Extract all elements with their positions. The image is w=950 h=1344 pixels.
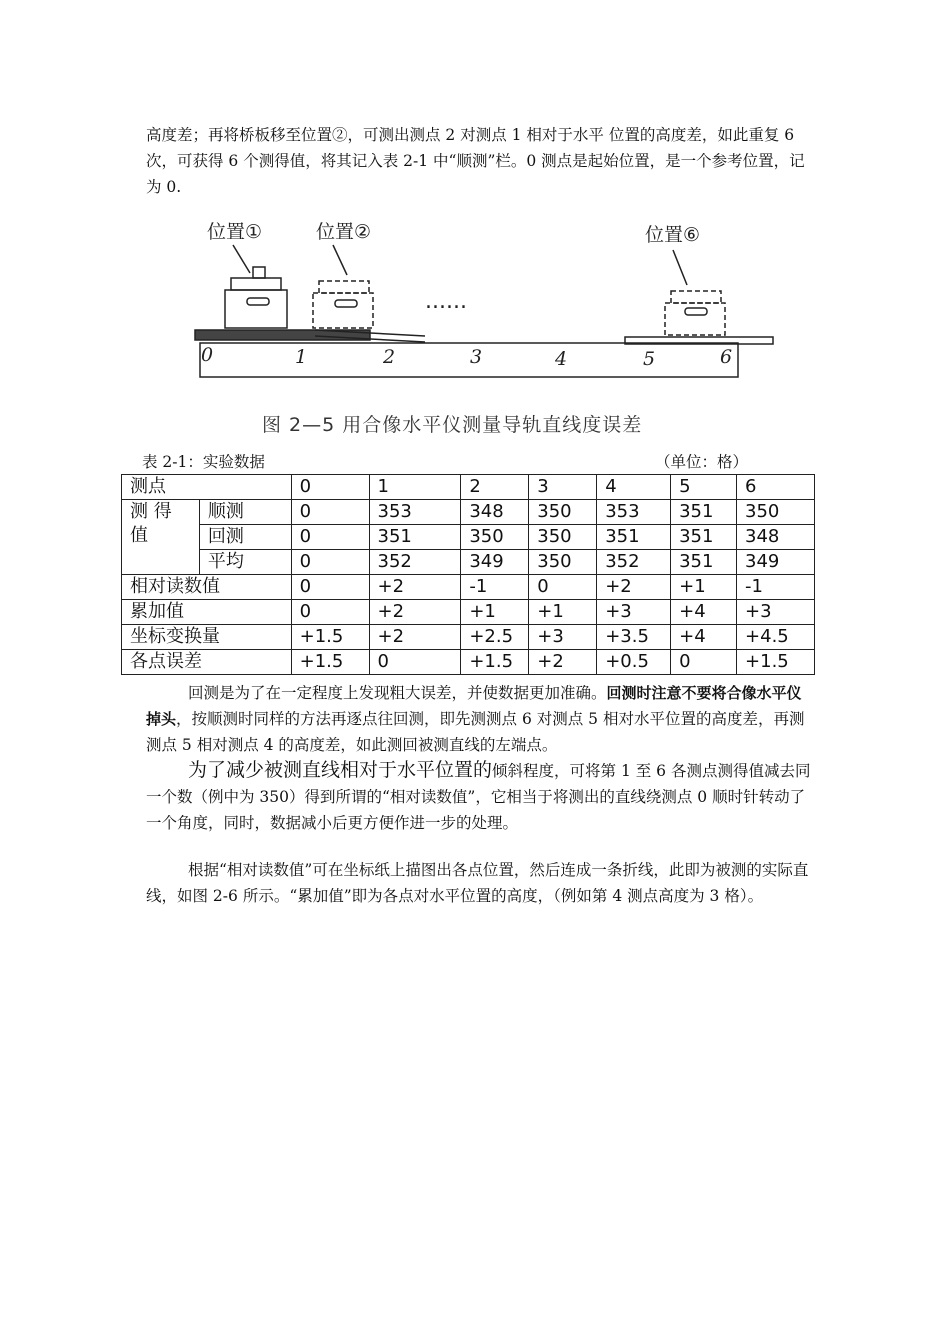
p2-bold-note: 回测时注意不要将合像水平仪掉头 [146,684,802,728]
measured-group-label: 测 得 值 [122,500,200,575]
row-label: 坐标变换量 [122,625,292,650]
table-cell: +1.5 [291,650,369,675]
header-cell: 3 [529,475,597,500]
table-cell: 352 [369,550,461,575]
table-unit: （单位：格） [654,453,748,471]
guide-rail [200,343,738,377]
label-pos1: 位置① [207,221,263,243]
p2-text-2: ，按顺测时同样的方法再逐点往回测，即先测测点 6 对测点 5 相对水平位置的高度差，再测测点 5 相对测点 4 的高度差，如此测回被测直线的左端点。 [146,710,805,754]
experiment-data-table [121,474,815,675]
label-dots: ...... [425,289,467,314]
header-cell: 0 [291,475,369,500]
table-cell: 0 [529,575,597,600]
backward-measure-paragraph [146,680,814,758]
table-cell: +2 [597,575,671,600]
table-cell: 0 [369,650,461,675]
table-cell: +3.5 [597,625,671,650]
table-cell: +2 [529,650,597,675]
header-cell: 2 [461,475,529,500]
table-cell: +3 [597,600,671,625]
table-cell: 0 [291,550,369,575]
table-cell: +4 [671,600,737,625]
table-cell: +1 [461,600,529,625]
table-cell: 0 [291,500,369,525]
table-header [128,450,748,474]
intro-paragraph: 高度差；再将桥板移至位置②，可测出测点 2 对测点 1 相对于水平 位置的高度差，如此重复 6 次，可获得 6 个测得值，将其记入表 2-1 中“顺测”栏。0 测点是起始位置，是一个参考位置，记为 0. [146,126,805,196]
point-number-6: 6 [720,346,733,368]
p4-text: 根据“相对读数值”可在坐标纸上描图出各点位置，然后连成一条折线，此即为被测的实际直线，如图 2-6 所示。“累加值”即为各点对水平位置的高度，（例如第 4 测点高度为 3 格）。 [146,861,809,905]
table-cell: -1 [461,575,529,600]
table-row [122,600,815,625]
table-cell: +2.5 [461,625,529,650]
table-cell: +2 [369,575,461,600]
p3-large-text: 为了减少被测直线相对于水平位置的 [188,759,493,781]
table-cell: 351 [597,525,671,550]
table-cell: 350 [529,500,597,525]
table-cell: +4 [671,625,737,650]
table-cell: 351 [671,525,737,550]
table-row [122,500,815,525]
row-label: 相对读数值 [122,575,292,600]
table-cell: 350 [529,550,597,575]
table-cell: +1.5 [291,625,369,650]
table-row [122,625,815,650]
point-number-5: 5 [643,348,656,370]
row-label: 平均 [199,550,291,575]
row-label: 累加值 [122,600,292,625]
table-cell: +1.5 [737,650,815,675]
table-cell: 0 [671,650,737,675]
point-number-0: 0 [201,344,214,366]
table-row [122,650,815,675]
table-cell: 348 [737,525,815,550]
header-cell: 4 [597,475,671,500]
level-position-1 [225,290,287,328]
table-cell: 352 [597,550,671,575]
table-row [122,475,815,500]
table-cell: 0 [291,575,369,600]
relative-reading-paragraph [146,757,814,836]
table-cell: 351 [369,525,461,550]
row-label: 各点误差 [122,650,292,675]
table-row [122,550,815,575]
table-cell: 348 [461,500,529,525]
table-title: 表 2-1：实验数据 [142,453,265,471]
row-label: 顺测 [199,500,291,525]
table-cell: +1.5 [461,650,529,675]
table-row [122,525,815,550]
table-cell: 350 [529,525,597,550]
level-position-2 [313,293,373,328]
table-cell: 350 [737,500,815,525]
table-cell: +3 [529,625,597,650]
table-cell: +1 [671,575,737,600]
table-cell: 351 [671,500,737,525]
point-number-1: 1 [295,346,308,368]
header-label: 测点 [122,475,292,500]
table-cell: 350 [461,525,529,550]
label-pos6: 位置⑥ [645,224,701,246]
table-cell: +4.5 [737,625,815,650]
table-cell: +0.5 [597,650,671,675]
table-cell: 0 [291,525,369,550]
table-cell: 351 [671,550,737,575]
header-cell: 6 [737,475,815,500]
table-cell: +2 [369,600,461,625]
table-cell: +1 [529,600,597,625]
header-cell: 5 [671,475,737,500]
table-cell: -1 [737,575,815,600]
rail-measurement-diagram [185,205,775,415]
p2-text-1: 回测是为了在一定程度上发现粗大误差，并使数据更加准确。 [188,684,607,702]
table-cell: 353 [369,500,461,525]
table-row [122,575,815,600]
table-cell: +3 [737,600,815,625]
point-number-4: 4 [555,348,568,370]
row-label: 回测 [199,525,291,550]
table-cell: 349 [461,550,529,575]
table-cell: 0 [291,600,369,625]
table-cell: 349 [737,550,815,575]
figure-caption: 图 2—5 用合像水平仪测量导轨直线度误差 [262,414,643,436]
table-cell: +2 [369,625,461,650]
p3-text: 倾斜程度，可将第 1 至 6 各测点测得值减去同一个数（例中为 350）得到所谓的“相对读数值”，它相当于将测出的直线绕测点 0 顺时针转动了一个角度，同时，数据减小后更方便作进一步的处理。 [146,762,811,832]
point-number-2: 2 [383,346,396,368]
point-number-3: 3 [470,346,483,368]
header-cell: 1 [369,475,461,500]
table-cell: 353 [597,500,671,525]
label-pos2: 位置② [316,221,372,243]
plot-paragraph [146,857,814,909]
